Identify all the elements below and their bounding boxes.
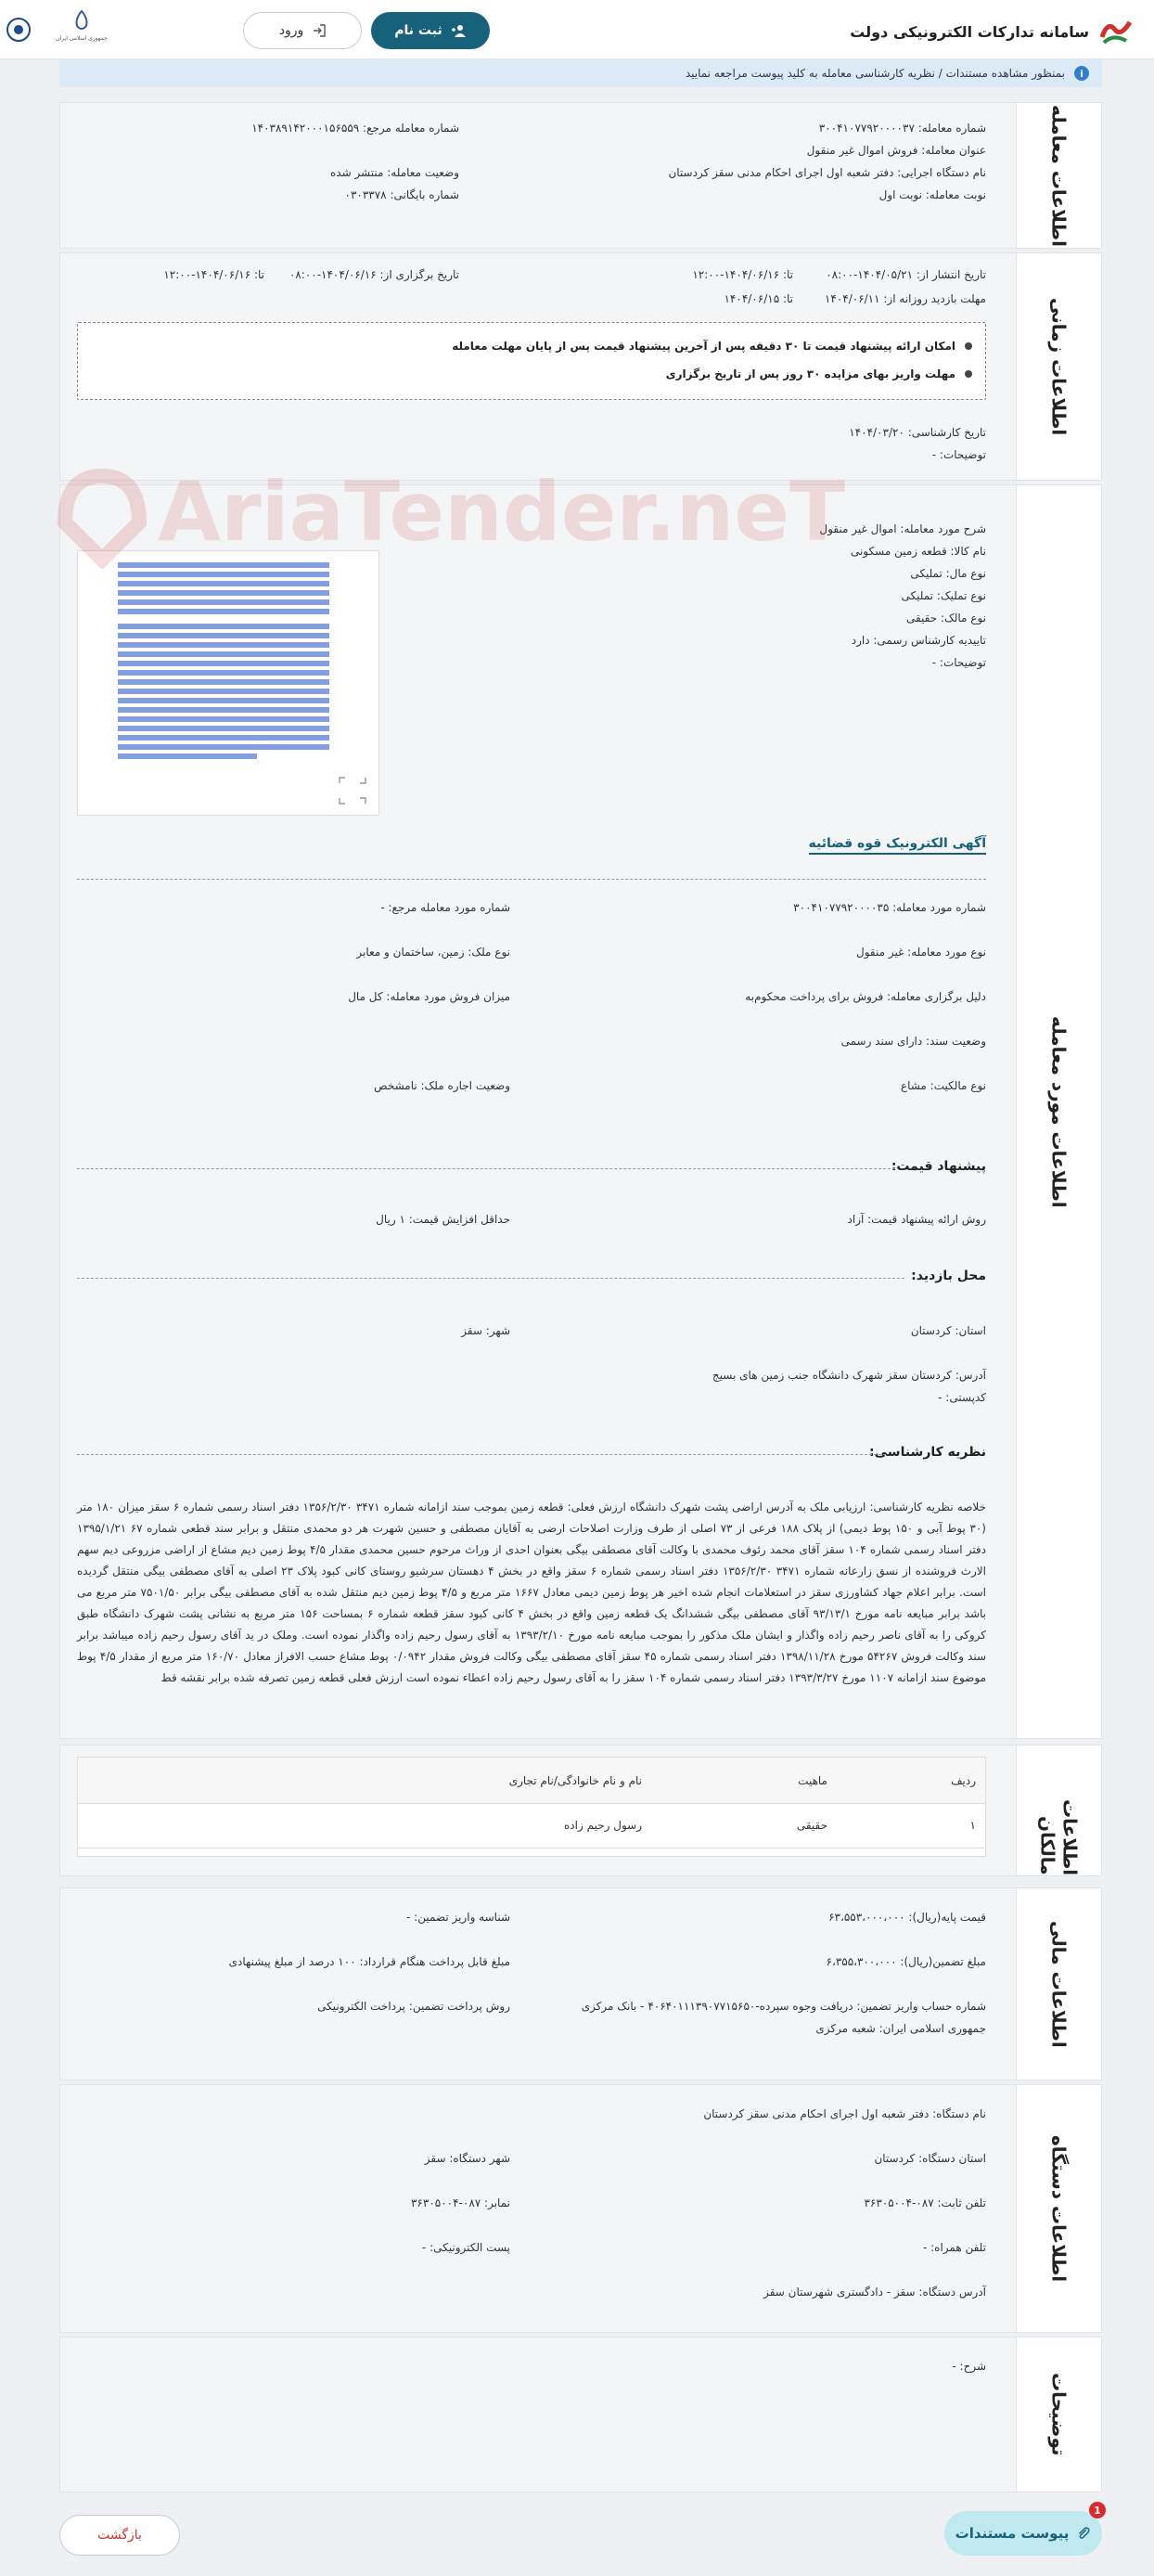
- scanned-document-icon: [76, 551, 378, 817]
- back-label: بازگشت: [97, 2528, 142, 2543]
- attachments-label: پیوست مستندات: [955, 2525, 1070, 2542]
- col-index: ردیف: [951, 1774, 976, 1787]
- site-title: سامانه تدارکات الکترونیکی دولت: [850, 22, 1089, 41]
- time-desc: توضیحات: -: [931, 448, 986, 461]
- expand-icon: [340, 778, 365, 804]
- hold-to: تا: ۱۴۰۴/۰۶/۱۶-۱۲:۰۰: [163, 268, 264, 281]
- item-desc: شرح مورد معامله: اموال غیر منقول: [819, 522, 986, 535]
- section-title: توضیحات: [1047, 2373, 1071, 2456]
- visit-city: شهر: سقز: [461, 1324, 510, 1337]
- section-label: [1016, 253, 1101, 480]
- agency-section: [59, 2084, 1102, 2333]
- hold-from: تاریخ برگزاری از: ۱۴۰۴/۰۶/۱۶-۰۸:۰۰: [288, 268, 459, 281]
- payable-percent: مبلغ قابل پرداخت هنگام قرارداد: ۱۰۰ درصد از مبلغ پیشنهادی: [228, 1955, 510, 1968]
- info-icon: i: [1074, 66, 1089, 81]
- top-bar: [0, 0, 1154, 59]
- divider: [77, 1454, 886, 1455]
- attachment-count-badge: 1: [1089, 2502, 1106, 2518]
- bank-branch: جمهوری اسلامی ایران: شعبه مرکزی: [815, 2022, 986, 2035]
- sale-amount: میزان فروش مورد معامله: کل مال: [348, 990, 510, 1003]
- divider: [77, 879, 986, 880]
- visit-from: مهلت بازدید روزانه از: ۱۴۰۴/۰۶/۱۱: [824, 292, 986, 305]
- login-label: ورود: [278, 23, 304, 38]
- section-label: [1016, 1888, 1101, 2080]
- remarks-section: [59, 2337, 1102, 2492]
- expert-opinion: خلاصه نظریه کارشناسی: ارزیابی ملک به آدرس اراضی پشت شهرک دانشگاه ارزش فعلی: قطعه زمین بموجب سند ازامانه شماره ۳۴۷۱ ۱۳۵۶/۲/۳۰ دفتر اسناد رسمی شماره ۶ سقز میزان ۱۸۰ متر (۳۰ پوط آبی و ۱۵۰ پوط دیمی) از پلاک ۱۸۸ فرعی از ۷۳ اصلی از طرف وزارت اصلاحات ارضی به آقایان مصطفی و حسین شهرت هر دو محمدی منتقل و برابر سند قطعی شماره ۶۷ ۱۳۹۵/۱/۲۱ دفتر اسناد رسمی شماره ۱۰۴ سقز آقای محمد رئوف محمدی با وکالت آقای مصطفی بیگی بعنوان احدی از وراث مرحوم حسین محمدی مقدار ۴/۵ پوط زمین دیم مشاع از اراضی مزروعی دیم سهم الارث فروشنده از نسق زارعانه شماره ۳۴۷۱ ۱۳۵۶/۲/۳۰ دفتر اسناد رسمی شماره ۶ سقز واقع در بخش ۴ دهستان سرشیو روستای کانی کبود پلاک ۲۳ اصلی به آقای مصطفی بیگی منتقل گردیده است. برابر اعلام جهاد کشاورزی سقز در استعلامات انجام شده اخیر هر پوط زمین دیمی معادل ۱۶۶۷ متر مربع و ۴/۵ پوط زمین دیم منتقل شده به آقای مصطفی بیگی برابر ۷۵۰۱/۵۰ متر مربع می باشد برابر مبایعه نامه مورخ ۹۳/۱۳/۱ آقای مصطفی بیگی ششدانگ یک قطعه زمین واقع در بخش ۴ کانی کبود سقز قطعه شماره ۶ بمساحت ۱۵۶ متر مربع به نشانی پشت شهرک دانشگاه طبق کروکی را به آقای ناصر رحیم زاده واگذار و ایشان ملک مذکور را بموجب مبایعه نامه مورخ ۱۳۹۳/۲/۱۰ به آقای رسول رحیم زاده واگذار نموده است. وملک در ید آقای رسول رحیم زاده میباشد برابر سند وکالت فروش ۵۴۲۶۷ مورخ ۱۳۹۸/۱۱/۲۸ دفتر اسناد رسمی شماره ۴۵ سقز آقای مصطفی بیگی وکالت فروش مقدار ۰/۰۹۴۲ پوط مشاع حسب الافراز معادل ۱۶۰/۷۰ متر مربع از مقدار ۴/۵ پوط موضوع سند ازامانه ۱۱۰۷ مورخ ۱۳۹۳/۳/۲۷ دفتر اسناد رسمی شماره ۱۰۴ سقز را به آقای رسول رحیم زاده اعطاء نموده است ارزش فعلی قطعه زمین تصرفه شده برابر نقشه قط: [77, 1501, 987, 1684]
- section-title: اطلاعات مالکان: [1036, 1798, 1082, 1875]
- notice-text: بمنظور مشاهده مستندات / نظریه کارشناسی معامله به کلید پیوست مراجعه نمایید: [685, 67, 1065, 80]
- item-notes: توضیحات: -: [931, 656, 986, 669]
- section-label: [1016, 2085, 1101, 2332]
- item-type: نوع مورد معامله: غیر منقول: [855, 946, 986, 959]
- item-owner-type: نوع مالک: حقیقی: [905, 612, 986, 625]
- condition-text: مهلت واریز بهای مزایده ۳۰ روز پس از تاریخ برگزاری: [665, 367, 955, 380]
- cell-name: رسول رحیم زاده: [564, 1819, 642, 1832]
- section-title: اطلاعات مالی: [1047, 1920, 1071, 2048]
- item-ownership-type: نوع تملیک: تملیکی: [901, 589, 986, 602]
- bullet-icon: [965, 370, 972, 378]
- section-body: [60, 1888, 1016, 2080]
- item-goods: نام کالا: قطعه زمین مسکونی: [850, 545, 986, 558]
- watermark-logo-icon: [46, 467, 158, 569]
- col-name: نام و نام خانوادگی/نام تجاری: [508, 1774, 642, 1787]
- item-info-section: [59, 484, 1102, 1739]
- payment-method: روش پرداخت تضمین: پرداخت الکترونیکی: [317, 2000, 510, 2013]
- brand[interactable]: [850, 17, 1134, 46]
- property-type: نوع ملک: زمین، ساختمان و معابر: [356, 946, 510, 959]
- deal-info-section: [59, 102, 1102, 249]
- sale-reason: دلیل برگزاری معامله: فروش برای پرداخت محکوم‌به: [745, 990, 986, 1003]
- section-body: [60, 485, 1016, 1738]
- section-title: اطلاعات زمانی: [1047, 297, 1071, 436]
- cell-kind: حقیقی: [796, 1819, 827, 1832]
- remarks-desc: شرح: -: [952, 2360, 986, 2373]
- add-user-icon: [452, 24, 467, 37]
- owners-section: [59, 1745, 1102, 1876]
- agency-address: آدرس دستگاه: سقز - دادگستری شهرستان سقز: [763, 2286, 986, 2299]
- time-info-section: [59, 252, 1102, 481]
- divider: [77, 1168, 895, 1169]
- deal-ref: شماره معامله مرجع: ۱۴۰۳۸۹۱۴۲۰۰۰۱۵۶۵۵۹: [251, 122, 459, 135]
- section-label: [1016, 103, 1101, 248]
- deal-subject: عنوان معامله: فروش اموال غیر منقول: [806, 144, 986, 157]
- visit-address: آدرس: کردستان سقز شهرک دانشگاه جنب زمین های بسیج: [712, 1369, 986, 1382]
- notice-bar: [59, 59, 1102, 87]
- deal-agency: نام دستگاه اجرایی: دفتر شعبه اول اجرای احکام مدنی سقز کردستان: [668, 166, 986, 179]
- section-body: [60, 2085, 1016, 2332]
- price-heading: پیشنهاد قیمت:: [891, 1159, 986, 1174]
- deposit-id: شناسه واریز تضمین: -: [406, 1911, 510, 1924]
- agency-phone: تلفن ثابت: ۰۸۷-۳۶۳۰۵۰۰۴: [864, 2196, 986, 2209]
- paperclip-icon: [1076, 2526, 1091, 2541]
- base-price: قیمت پایه(ریال): ۶۳،۵۵۳،۰۰۰،۰۰۰: [828, 1911, 986, 1924]
- finance-section: [59, 1887, 1102, 2080]
- deposit-account: شماره حساب واریز تضمین: دریافت وجوه سپرده-۴۰۶۴۰۱۱۱۳۹۰۷۷۱۵۶۵۰ - بانک مرکزی: [581, 2000, 986, 2013]
- register-label: ثبت نام: [394, 23, 442, 38]
- section-label: [1016, 2338, 1101, 2492]
- section-title: اطلاعات معامله: [1047, 104, 1071, 247]
- section-body: [60, 2338, 1016, 2492]
- condition-item: [452, 340, 972, 353]
- item-expert-approval: تاییدیه کارشناس رسمی: دارد: [851, 634, 986, 647]
- min-increase: حداقل افزایش قیمت: ۱ ریال: [376, 1213, 510, 1226]
- section-body: [60, 103, 1016, 248]
- bid-method: روش ارائه پیشنهاد قیمت: آزاد: [847, 1213, 986, 1226]
- login-icon: [313, 24, 326, 37]
- section-label: [1016, 485, 1101, 1738]
- agency-province: استان دستگاه: کردستان: [874, 2152, 986, 2165]
- item-ref: شماره مورد معامله مرجع: -: [380, 901, 510, 914]
- section-title: اطلاعات دستگاه: [1047, 2134, 1071, 2283]
- conditions-box: [77, 322, 986, 400]
- table-row: [78, 1804, 985, 1848]
- col-kind: ماهیت: [798, 1774, 827, 1787]
- document-thumbnail[interactable]: [77, 550, 379, 816]
- bullet-icon: [965, 342, 972, 350]
- visit-place-heading: محل بازدید:: [911, 1269, 986, 1283]
- condition-item: [666, 367, 972, 380]
- section-body: [60, 1745, 1016, 1875]
- deal-turn: نوبت معامله: نوبت اول: [878, 188, 986, 201]
- cell-index: ۱: [969, 1819, 976, 1832]
- table-header: [78, 1758, 985, 1804]
- deal-number: شماره معامله: ۳۰۰۴۱۰۷۷۹۲۰۰۰۰۳۷: [818, 122, 986, 135]
- pub-to: تا: ۱۴۰۴/۰۶/۱۶-۱۲:۰۰: [692, 268, 793, 281]
- deal-status: وضعیت معامله: منتشر شده: [329, 166, 459, 179]
- document-status: وضعیت سند: دارای سند رسمی: [840, 1035, 986, 1048]
- watermark-text: AriaTender.neT: [158, 464, 846, 560]
- setad-logo-icon: [1098, 17, 1134, 46]
- rent-status: وضعیت اجاره ملک: نامشخص: [374, 1079, 510, 1092]
- emblem-icon: [70, 9, 94, 33]
- login-button[interactable]: [243, 12, 362, 49]
- section-body: [60, 253, 1016, 480]
- agency-mobile: تلفن همراه: -: [922, 2241, 986, 2254]
- attachments-button[interactable]: [944, 2504, 1102, 2556]
- guarantee-amount: مبلغ تضمین(ریال): ۶،۳۵۵،۳۰۰،۰۰۰: [826, 1955, 986, 1968]
- gov-logo-text: جمهوری اسلامی ایران: [56, 35, 108, 42]
- item-number: شماره مورد معامله: ۳۰۰۴۱۰۷۷۹۲۰۰۰۰۳۵: [793, 901, 986, 914]
- section-title: اطلاعات مورد معامله: [1047, 1015, 1071, 1208]
- ad-title: آگهی الکترونیک قوه قضائیه: [809, 836, 987, 855]
- divider: [77, 1278, 904, 1279]
- visit-province: استان: کردستان: [910, 1324, 986, 1337]
- agency-name: نام دستگاه: دفتر شعبه اول اجرای احکام مدنی سقز کردستان: [703, 2107, 986, 2120]
- register-button[interactable]: [371, 12, 490, 49]
- gov-emblem: [56, 9, 108, 50]
- expert-date: تاریخ کارشناسی: ۱۴۰۴/۰۳/۲۰: [849, 426, 986, 439]
- visit-to: تا: ۱۴۰۴/۰۶/۱۵: [724, 292, 793, 305]
- watermark: [46, 464, 845, 569]
- visit-postal: کدپستی: -: [938, 1391, 986, 1404]
- owners-table: [77, 1757, 986, 1857]
- ministry-logo-icon: [0, 13, 37, 50]
- back-button[interactable]: [59, 2515, 180, 2556]
- deal-archive: شماره بایگانی: ۰۳۰۳۳۷۸: [344, 188, 459, 201]
- pub-from: تاریخ انتشار از: ۱۴۰۴/۰۵/۲۱-۰۸:۰۰: [826, 268, 986, 281]
- agency-city: شهر دستگاه: سقز: [424, 2152, 510, 2165]
- expert-heading: نظریه کارشناسی:: [869, 1445, 986, 1460]
- condition-text: امکان ارائه پیشنهاد قیمت تا ۳۰ دقیقه پس از آخرین پیشنهاد قیمت پس از پایان مهلت معامله: [452, 340, 955, 353]
- section-label: [1016, 1745, 1101, 1875]
- ownership: نوع مالکیت: مشاع: [900, 1079, 986, 1092]
- agency-email: پست الکترونیکی: -: [421, 2241, 510, 2254]
- agency-fax: نمابر: ۰۸۷-۳۶۳۰۵۰۰۴: [410, 2196, 510, 2209]
- item-property-type: نوع مال: تملیکی: [910, 567, 986, 580]
